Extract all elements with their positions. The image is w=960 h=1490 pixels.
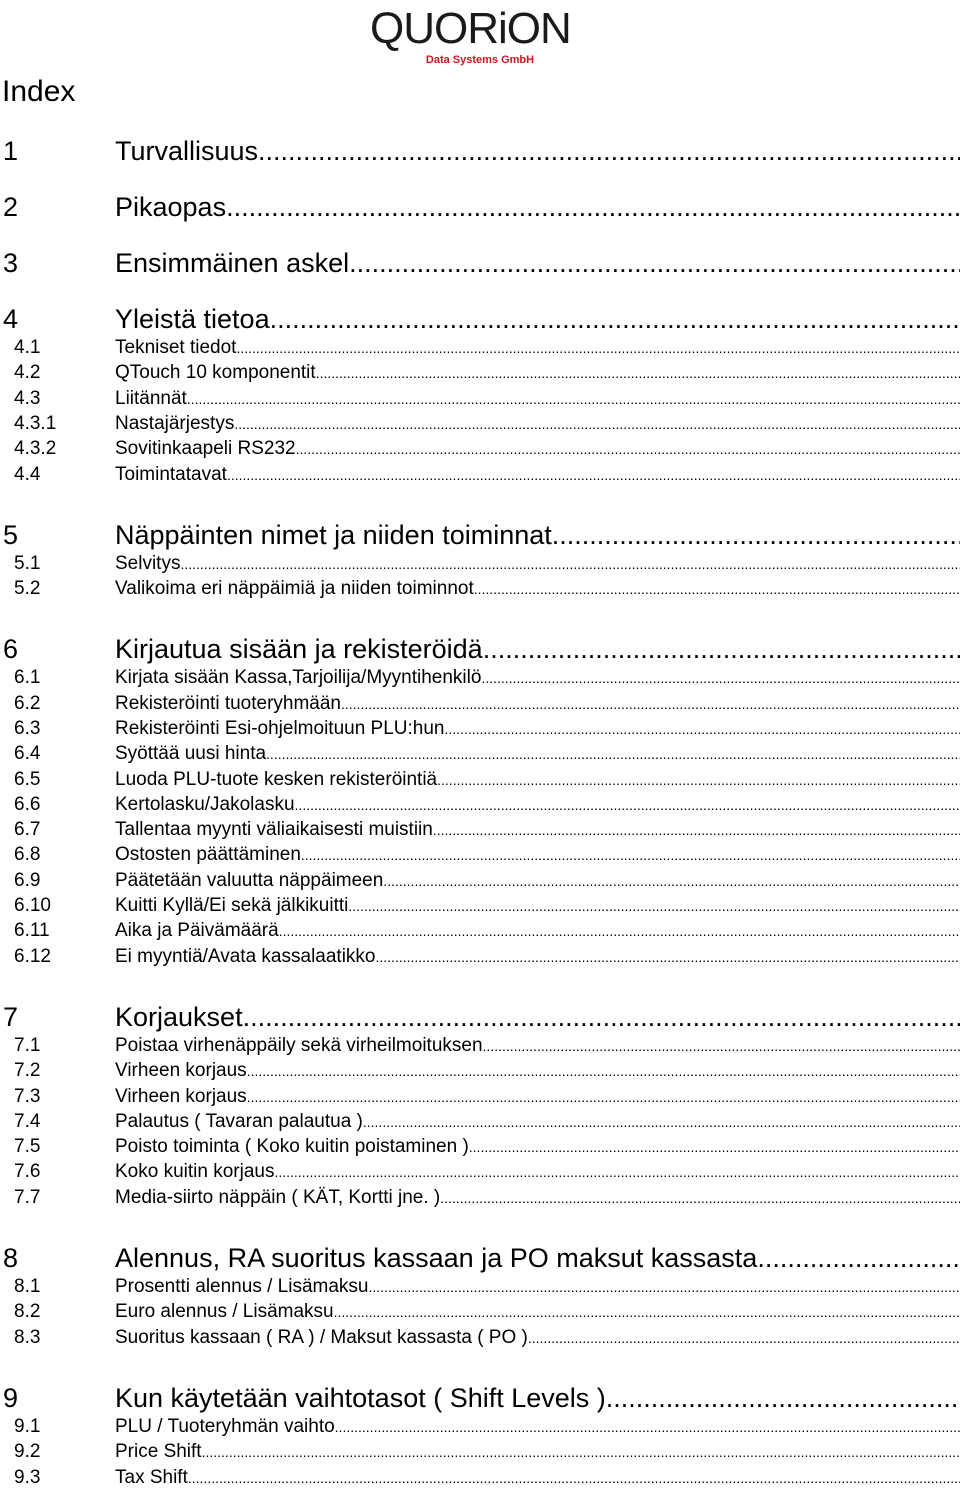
toc-entry-title: Rekisteröinti Esi-ohjelmoituun PLU:hun [115, 717, 445, 741]
toc-entry [0, 666, 960, 690]
toc-dot-leader [383, 869, 960, 893]
toc-dot-leader [469, 1135, 960, 1159]
toc-dot-leader [243, 1000, 960, 1034]
toc-entry-title: Palautus ( Tavaran palautua ) [115, 1110, 363, 1134]
toc-entry [0, 894, 960, 918]
toc-entry-title: Kun käytetään vaihtotasot ( Shift Levels ) [115, 1381, 606, 1415]
toc-entry [0, 1326, 960, 1350]
toc-entry-number: 5.2 [0, 577, 115, 601]
toc-entry-number: 7.5 [0, 1135, 115, 1159]
toc-dot-leader [295, 793, 960, 817]
toc-entry-number: 4.3 [0, 387, 115, 411]
toc-entry-title: Liitännät [115, 387, 187, 411]
toc-dot-leader [236, 336, 960, 360]
toc-entry-title: Virheen korjaus [115, 1085, 247, 1109]
toc-entry [0, 717, 960, 741]
toc-entry [0, 1110, 960, 1134]
toc-entry-number: 6 [0, 632, 115, 666]
toc-entry-number: 6.10 [0, 894, 115, 918]
toc-entry-title: Poisto toiminta ( Koko kuitin poistaminen ) [115, 1135, 469, 1159]
toc-dot-leader [363, 1110, 960, 1134]
toc-entry-number: 6.3 [0, 717, 115, 741]
toc-entry-title: Toimintatavat [115, 463, 227, 487]
toc-entry-title: Euro alennus / Lisämaksu [115, 1300, 334, 1324]
toc-entry-title: Aika ja Päivämäärä [115, 919, 279, 943]
toc-entry-title: Ostosten päättäminen [115, 843, 301, 867]
toc-dot-leader [437, 768, 960, 792]
toc-entry-number: 6.8 [0, 843, 115, 867]
page-title: Index [2, 72, 75, 112]
toc-dot-leader [258, 134, 960, 168]
toc-entry [0, 302, 960, 336]
toc-entry-title: Media-siirto näppäin ( KÄT, Kortti jne. ) [115, 1186, 440, 1210]
toc-dot-leader [270, 302, 960, 336]
toc-entry [0, 1381, 960, 1415]
toc-entry [0, 1135, 960, 1159]
toc-dot-leader [483, 1034, 960, 1058]
toc-dot-leader [274, 1160, 960, 1184]
toc-entry-number: 9.1 [0, 1415, 115, 1439]
toc-entry-title: QTouch 10 komponentit [115, 361, 316, 385]
toc-entry [0, 190, 960, 224]
toc-entry-number: 4.1 [0, 336, 115, 360]
toc-entry-number: 9.3 [0, 1466, 115, 1490]
toc-entry-number: 4 [0, 302, 115, 336]
toc-entry-title: Ensimmäinen askel [115, 246, 349, 280]
toc-entry-number: 7.1 [0, 1034, 115, 1058]
toc-entry [0, 463, 960, 487]
toc-dot-leader [247, 1059, 960, 1083]
toc-entry-number: 8 [0, 1241, 115, 1275]
logo-brand-text: QUORiON [370, 6, 600, 52]
toc-dot-leader [188, 1466, 960, 1490]
toc-entry [0, 793, 960, 817]
toc-entry-title: Päätetään valuutta näppäimeen [115, 869, 383, 893]
toc-entry-title: Näppäinten nimet ja niiden toiminnat [115, 518, 552, 552]
toc-dot-leader [334, 1300, 960, 1324]
toc-dot-leader [349, 246, 960, 280]
toc-entry [0, 518, 960, 552]
toc-entry [0, 577, 960, 601]
toc-entry-number: 6.2 [0, 692, 115, 716]
toc-entry [0, 246, 960, 280]
toc-dot-leader [279, 919, 960, 943]
toc-dot-leader [440, 1186, 960, 1210]
toc-entry-title: Kertolasku/Jakolasku [115, 793, 295, 817]
toc-entry [0, 818, 960, 842]
toc-entry [0, 336, 960, 360]
toc-entry-number: 9.2 [0, 1440, 115, 1464]
toc-entry-title: PLU / Tuoteryhmän vaihto [115, 1415, 335, 1439]
toc-entry-number: 8.3 [0, 1326, 115, 1350]
toc-entry-title: Rekisteröinti tuoteryhmään [115, 692, 341, 716]
toc-entry [0, 919, 960, 943]
toc-dot-leader [316, 361, 960, 385]
toc-entry-title: Virheen korjaus [115, 1059, 247, 1083]
toc-entry [0, 1186, 960, 1210]
toc-dot-leader [180, 552, 960, 576]
toc-entry [0, 1300, 960, 1324]
toc-entry [0, 552, 960, 576]
toc-dot-leader [266, 742, 960, 766]
toc-entry-number: 9 [0, 1381, 115, 1415]
toc-entry [0, 1085, 960, 1109]
toc-entry-title: Tallentaa myynti väliaikaisesti muistiin [115, 818, 433, 842]
toc-entry-title: Ei myyntiä/Avata kassalaatikko [115, 945, 376, 969]
toc-entry-title: Koko kuitin korjaus [115, 1160, 274, 1184]
toc-entry-title: Suoritus kassaan ( RA ) / Maksut kassasta ( PO ) [115, 1326, 528, 1350]
toc-entry-title: Pikaopas [115, 190, 226, 224]
toc-dot-leader [481, 666, 960, 690]
toc-entry-number: 6.5 [0, 768, 115, 792]
toc-entry-title: Tax Shift [115, 1466, 188, 1490]
toc-entry [0, 742, 960, 766]
company-logo [370, 6, 600, 68]
toc-dot-leader [474, 577, 960, 601]
toc-entry-number: 4.4 [0, 463, 115, 487]
toc-dot-leader [202, 1440, 960, 1464]
toc-dot-leader [247, 1085, 960, 1109]
toc-entry-number: 7.3 [0, 1085, 115, 1109]
toc-dot-leader [445, 717, 960, 741]
toc-entry-number: 7.6 [0, 1160, 115, 1184]
logo-subtitle: Data Systems GmbH [410, 52, 550, 68]
toc-entry-number: 3 [0, 246, 115, 280]
toc-entry-number: 4.2 [0, 361, 115, 385]
toc-entry [0, 437, 960, 461]
toc-dot-leader [368, 1275, 960, 1299]
toc-entry [0, 1415, 960, 1439]
toc-dot-leader [341, 692, 960, 716]
toc-entry [0, 1241, 960, 1275]
toc-entry-title: Kirjata sisään Kassa,Tarjoilija/Myyntihenkilö [115, 666, 481, 690]
toc-entry [0, 387, 960, 411]
toc-entry-title: Prosentti alennus / Lisämaksu [115, 1275, 368, 1299]
toc-dot-leader [606, 1381, 960, 1415]
toc-entry-title: Price Shift [115, 1440, 202, 1464]
toc-entry-title: Alennus, RA suoritus kassaan ja PO maksut kassasta [115, 1241, 757, 1275]
toc-entry-number: 6.9 [0, 869, 115, 893]
toc-entry-number: 5.1 [0, 552, 115, 576]
toc-dot-leader [187, 387, 960, 411]
toc-entry-number: 7.2 [0, 1059, 115, 1083]
toc-entry-number: 7 [0, 1000, 115, 1034]
toc-dot-leader [348, 894, 960, 918]
toc-entry-number: 8.2 [0, 1300, 115, 1324]
toc-entry [0, 134, 960, 168]
toc-entry [0, 692, 960, 716]
toc-entry-title: Nastajärjestys [115, 412, 234, 436]
toc-dot-leader [227, 463, 960, 487]
toc-entry [0, 1034, 960, 1058]
toc-dot-leader [296, 437, 960, 461]
toc-dot-leader [483, 632, 960, 666]
toc-entry-title: Yleistä tietoa [115, 302, 270, 336]
toc-dot-leader [552, 518, 960, 552]
toc-dot-leader [301, 843, 960, 867]
toc-entry [0, 632, 960, 666]
toc-entry-title: Tekniset tiedot [115, 336, 236, 360]
toc-entry [0, 1160, 960, 1184]
toc-entry-number: 5 [0, 518, 115, 552]
toc-entry-title: Poistaa virhenäppäily sekä virheilmoituksen [115, 1034, 483, 1058]
toc-dot-leader [376, 945, 960, 969]
toc-entry-number: 2 [0, 190, 115, 224]
toc-entry-number: 6.12 [0, 945, 115, 969]
toc-entry [0, 1059, 960, 1083]
toc-entry-number: 4.3.2 [0, 437, 115, 461]
toc-entry-title: Luoda PLU-tuote kesken rekisteröintiä [115, 768, 437, 792]
toc-entry-number: 7.7 [0, 1186, 115, 1210]
toc-dot-leader [528, 1326, 960, 1350]
toc-entry-number: 6.7 [0, 818, 115, 842]
toc-dot-leader [234, 412, 960, 436]
toc-entry-number: 6.6 [0, 793, 115, 817]
toc-entry [0, 843, 960, 867]
toc-entry-title: Korjaukset [115, 1000, 243, 1034]
toc-entry-number: 8.1 [0, 1275, 115, 1299]
toc-entry-number: 1 [0, 134, 115, 168]
toc-entry [0, 1275, 960, 1299]
toc-entry-title: Turvallisuus [115, 134, 258, 168]
toc-dot-leader [335, 1415, 960, 1439]
toc-entry-number: 4.3.1 [0, 412, 115, 436]
toc-entry-number: 7.4 [0, 1110, 115, 1134]
toc-entry-title: Valikoima eri näppäimiä ja niiden toiminnot [115, 577, 474, 601]
toc-dot-leader [757, 1241, 960, 1275]
toc-entry-number: 6.4 [0, 742, 115, 766]
toc-entry [0, 945, 960, 969]
toc-entry-number: 6.1 [0, 666, 115, 690]
toc-entry [0, 1440, 960, 1464]
toc-entry-title: Kirjautua sisään ja rekisteröidä [115, 632, 483, 666]
toc-entry-title: Syöttää uusi hinta [115, 742, 266, 766]
toc-entry [0, 869, 960, 893]
toc-entry [0, 361, 960, 385]
toc-entry-title: Sovitinkaapeli RS232 [115, 437, 296, 461]
toc-entry [0, 1000, 960, 1034]
toc-entry-title: Kuitti Kyllä/Ei sekä jälkikuitti [115, 894, 348, 918]
toc-entry [0, 1466, 960, 1490]
toc-entry-number: 6.11 [0, 919, 115, 943]
toc-dot-leader [433, 818, 960, 842]
toc-entry-title: Selvitys [115, 552, 180, 576]
toc-dot-leader [226, 190, 960, 224]
toc-entry [0, 412, 960, 436]
toc-entry [0, 768, 960, 792]
